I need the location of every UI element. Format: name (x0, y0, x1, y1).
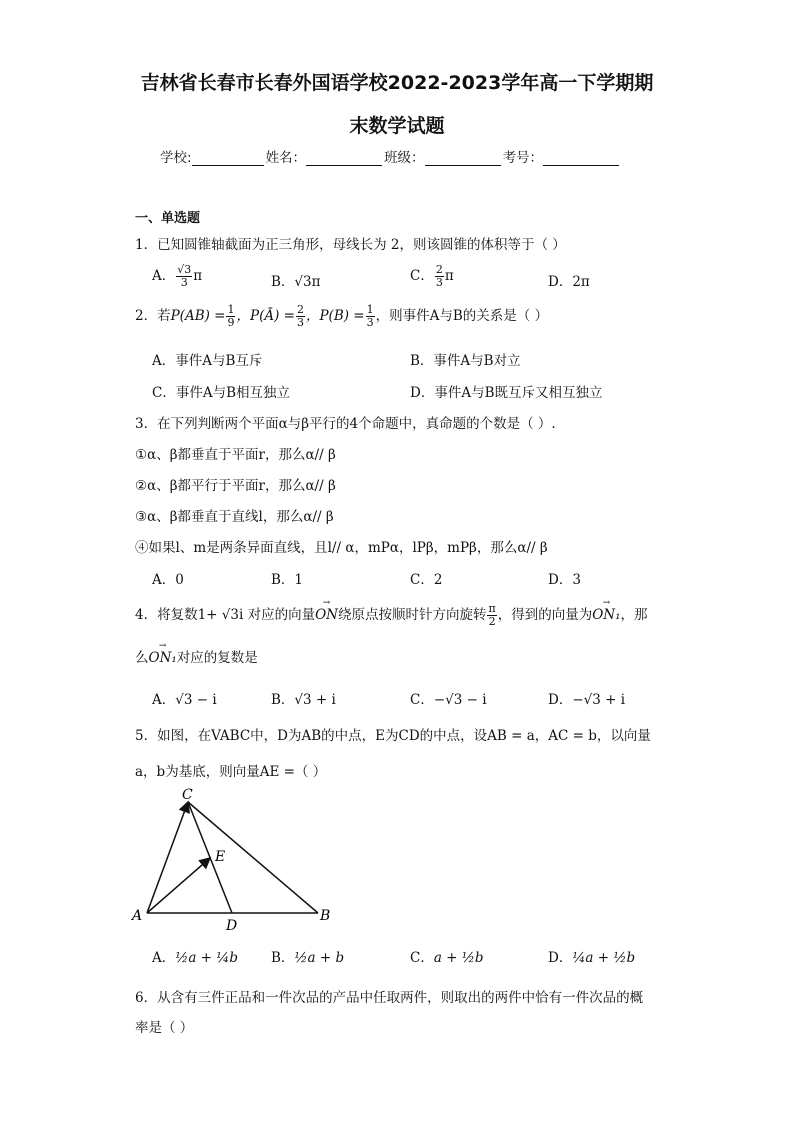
q5-stem-line1: 5．如图，在VABC中，D为AB的中点，E为CD的中点，设AB = a，AC = b，以向量 (135, 728, 651, 744)
side-bc (188, 802, 318, 913)
q6-stem-line1: 6．从含有三件正品和一件次品的产品中任取两件，则取出的两件中恰有一件次品的概 (135, 990, 644, 1006)
section-heading: 一、单选题 (135, 211, 201, 226)
q2-option-a[interactable]: A．事件A与B互斥 (152, 353, 263, 369)
label-c: C (182, 788, 193, 803)
school-label: 学校: (160, 150, 192, 166)
q4-option-b[interactable]: B．√3 + i (271, 692, 336, 708)
q4-option-a[interactable]: A．√3 − i (152, 692, 217, 708)
name-label: 姓名： (265, 150, 307, 166)
q3-option-b[interactable]: B．1 (271, 572, 304, 588)
q1-option-a[interactable]: A． $\frac{√3}{3}$ π (152, 263, 203, 289)
student-info-row (160, 146, 621, 166)
label-d: D (226, 918, 238, 933)
q1-stem: 1．已知圆锥轴截面为正三角形，母线长为 2，则该圆锥的体积等于（ ） (135, 237, 566, 253)
q2-option-d[interactable]: D．事件A与B既互斥又相互独立 (410, 385, 603, 401)
q1-option-b[interactable]: B．√3π (271, 274, 321, 290)
label-b: B (320, 908, 331, 924)
q3-statement-4: ④如果l、m是两条异面直线，且l// α，mPα，lPβ，mPβ，那么α// β (135, 540, 548, 556)
q1-option-c[interactable]: C． $\frac{2}{3}$ π (410, 263, 454, 289)
q3-statement-1: ①α、β都垂直于平面r，那么α// β (135, 447, 336, 463)
q4-stem-line2: 么→ ON₁对应的复数是 (135, 646, 258, 666)
q3-option-a[interactable]: A．0 (152, 572, 184, 588)
name-blank[interactable] (306, 151, 382, 166)
q4-stem-line1: 4．将复数1+ √3i 对应的向量→ ON绕原点按顺时针方向旋转 $\frac{\pi}{2}$ ，得到的向量为→ ON₁，那 (135, 603, 648, 628)
q3-stem: 3．在下列判断两个平面α与β平行的4个命题中，真命题的个数是（ ）. (135, 416, 556, 432)
q3-option-c[interactable]: C．2 (410, 572, 443, 588)
label-e: E (215, 849, 226, 865)
q5-option-d[interactable]: D．¼a + ½b (548, 950, 636, 966)
exam-title-line1: 吉林省长春市长春外国语学校2022-2023学年高一下学期期 (140, 72, 654, 94)
q2-option-b[interactable]: B．事件A与B对立 (410, 353, 521, 369)
q4-option-d[interactable]: D．−√3 + i (548, 692, 626, 708)
q5-stem-line2: a，b为基底，则向量AE =（ ） (135, 764, 327, 780)
q5-option-a[interactable]: A．½a + ¼b (152, 950, 239, 966)
label-a: A (132, 908, 143, 924)
q2-option-c[interactable]: C．事件A与B相互独立 (152, 385, 290, 401)
class-blank[interactable] (425, 151, 501, 166)
q4-option-c[interactable]: C．−√3 − i (410, 692, 487, 708)
segment-cd (188, 802, 232, 913)
q1-option-d[interactable]: D．2π (548, 274, 590, 290)
side-ac (147, 802, 188, 913)
exam-title-line2: 末数学试题 (349, 115, 445, 137)
q6-stem-line2: 率是（ ） (135, 1020, 194, 1036)
class-label: 班级： (384, 150, 425, 166)
triangle-figure (130, 788, 340, 933)
q3-statement-2: ②α、β都平行于平面r，那么α// β (135, 478, 336, 494)
q5-option-b[interactable]: B．½a + b (271, 950, 345, 966)
q3-option-d[interactable]: D．3 (548, 572, 581, 588)
exam-no-label: 考号： (502, 150, 544, 166)
school-blank[interactable] (192, 151, 264, 166)
q5-option-c[interactable]: C．a + ½b (410, 950, 484, 966)
exam-no-blank[interactable] (543, 151, 619, 166)
q2-stem: 2．若P(AB) = $\frac{1}{9}$ ，P(Ā) = $\frac{2}{3}$ ，P(B) = $\frac{1}{3}$ ，则事件A与B的关系是（ ） (135, 303, 549, 329)
q3-statement-3: ③α、β都垂直于直线l，那么α// β (135, 509, 334, 525)
